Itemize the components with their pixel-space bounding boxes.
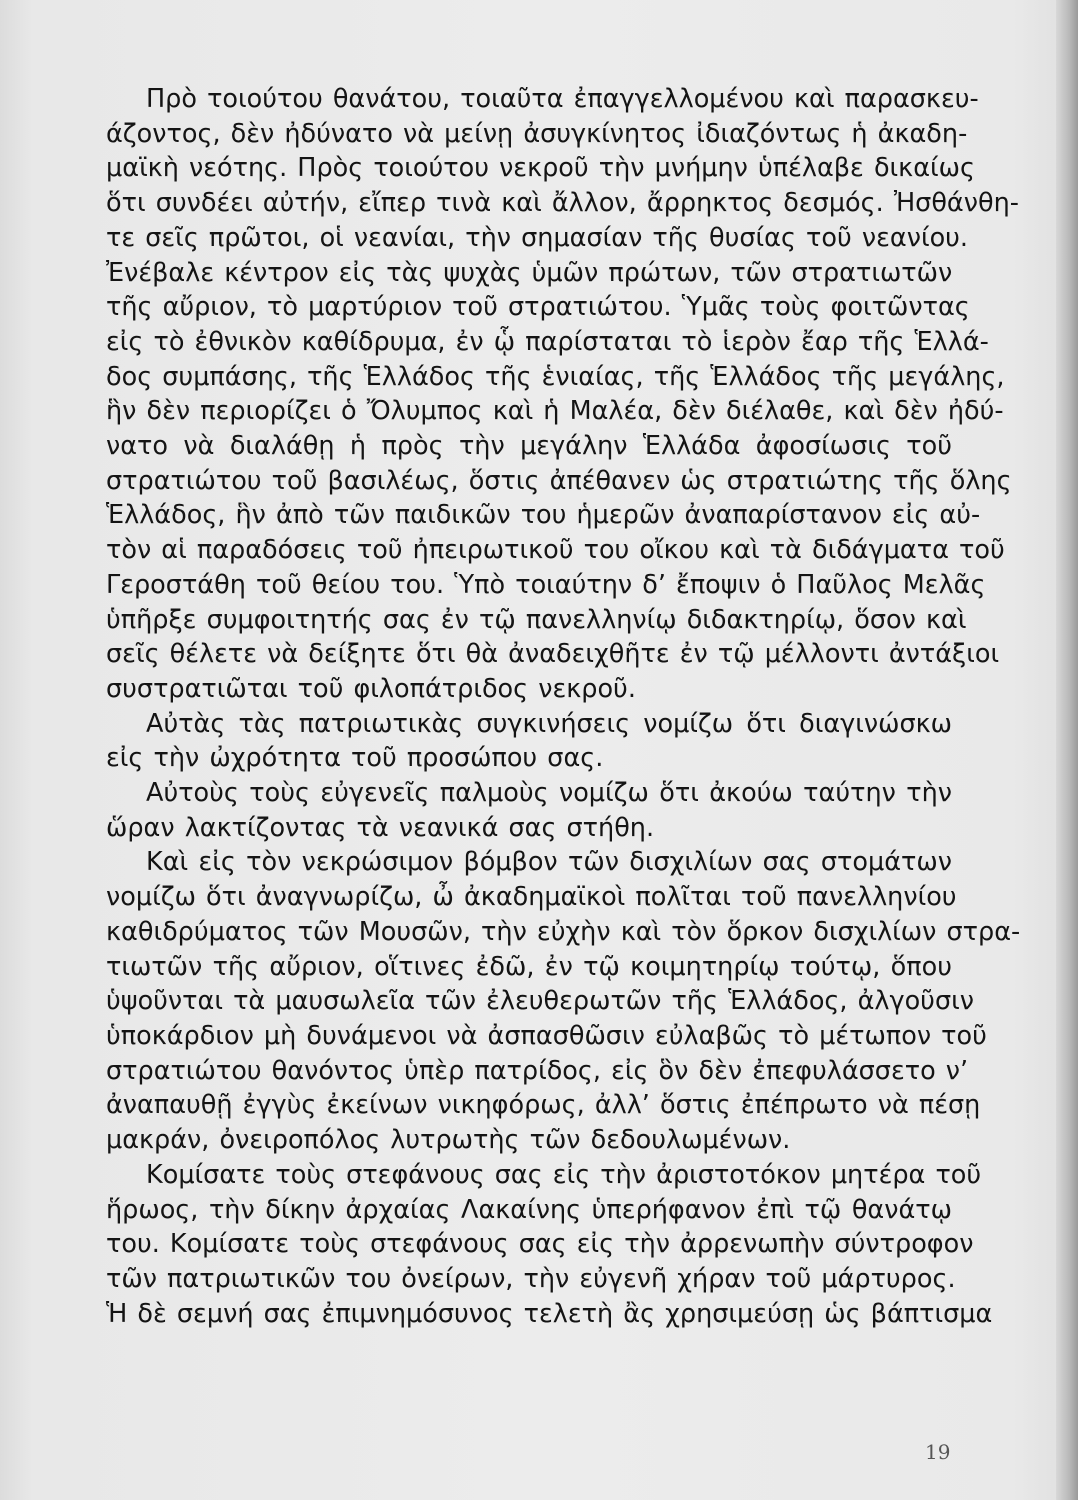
text-line: τῆς αὔριον, τὸ μαρτύριον τοῦ στρατιώτου. Ὑμᾶς τοὺς φοιτῶντας (106, 292, 970, 323)
text-line: του. Κομίσατε τοὺς στεφάνους σας εἰς τὴν ἀρρενωπὴν σύντροφον (106, 1229, 974, 1260)
text-line: ὑπῆρξε συμφοιτητής σας ἐν τῷ πανελληνίῳ διδακτηρίῳ, ὅσον καὶ (106, 604, 967, 635)
text-line: μακράν, ὀνειροπόλος λυτρωτὴς τῶν δεδουλωμένων. (106, 1125, 791, 1156)
text-line: καθιδρύματος τῶν Μουσῶν, τὴν εὐχὴν καὶ τὸν ὅρκον δισχιλίων στρα- (106, 916, 1021, 947)
body-text (106, 82, 1021, 1331)
text-line: ὥραν λακτίζοντας τὰ νεανικά σας στήθη. (106, 812, 655, 843)
text-line: Γεροστάθη τοῦ θείου του. Ὑπὸ τοιαύτην δ’ ἔποψιν ὁ Παῦλος Μελᾶς (106, 569, 986, 600)
text-line: νομίζω ὅτι ἀναγνωρίζω, ὦ ἀκαδημαϊκοὶ πολῖται τοῦ πανελληνίου (106, 882, 957, 913)
text-line: Κομίσατε τοὺς στεφάνους σας εἰς τὴν ἀριστοτόκον μητέρα τοῦ (146, 1159, 982, 1190)
text-line: δος συμπάσης, τῆς Ἑλλάδος τῆς ἑνιαίας, τῆς Ἑλλάδος τῆς μεγάλης, (106, 361, 1005, 392)
paragraph (106, 776, 952, 845)
text-line: Καὶ εἰς τὸν νεκρώσιμον βόμβον τῶν δισχιλίων σας στομάτων (146, 847, 952, 878)
page-edge (1056, 0, 1078, 1500)
text-line: τιωτῶν τῆς αὔριον, οἵτινες ἐδῶ, ἐν τῷ κοιμητηρίῳ τούτῳ, ὅπου (106, 951, 952, 982)
text-line: τε σεῖς πρῶτοι, οἱ νεανίαι, τὴν σημασίαν τῆς θυσίας τοῦ νεανίου. (106, 222, 969, 253)
text-line: εἰς τὴν ὠχρότητα τοῦ προσώπου σας. (106, 743, 604, 774)
text-line: Αὐτοὺς τοὺς εὐγενεῖς παλμοὺς νομίζω ὅτι ἀκούω ταύτην τὴν (146, 778, 952, 809)
paragraph (106, 845, 1021, 1157)
text-line: Ἡ δὲ σεμνή σας ἐπιμνημόσυνος τελετὴ ἂς χρησιμεύσῃ ὡς βάπτισμα (106, 1298, 993, 1329)
text-line: ὅτι συνδέει αὐτήν, εἴπερ τινὰ καὶ ἄλλον, ἄρρηκτος δεσμός. Ἠσθάνθη- (106, 188, 1019, 219)
text-line: στρατιώτου τοῦ βασιλέως, ὅστις ἀπέθανεν ὡς στρατιώτης τῆς ὅλης (106, 465, 1012, 496)
text-line: ὑποκάρδιον μὴ δυνάμενοι νὰ ἀσπασθῶσιν εὐλαβῶς τὸ μέτωπον τοῦ (106, 1020, 987, 1051)
text-line: ἀναπαυθῇ ἐγγὺς ἐκείνων νικηφόρως, ἀλλ’ ὅστις ἐπέπρωτο νὰ πέσῃ (106, 1090, 981, 1121)
text-line: Ἐνέβαλε κέντρον εἰς τὰς ψυχὰς ὑμῶν πρώτων, τῶν στρατιωτῶν (106, 257, 953, 288)
paragraph (106, 707, 952, 776)
text-line: Πρὸ τοιούτου θανάτου, τοιαῦτα ἐπαγγελλομένου καὶ παρασκευ- (146, 84, 979, 114)
text-line: εἰς τὸ ἐθνικὸν καθίδρυμα, ἐν ᾧ παρίσταται τὸ ἱερὸν ἔαρ τῆς Ἑλλά- (106, 326, 989, 357)
text-line: ὑψοῦνται τὰ μαυσωλεῖα τῶν ἐλευθερωτῶν τῆς Ἑλλάδος, ἀλγοῦσιν (106, 986, 974, 1017)
text-line: Αὐτὰς τὰς πατριωτικὰς συγκινήσεις νομίζω ὅτι διαγινώσκω (146, 708, 952, 739)
paragraph (106, 82, 1019, 707)
paragraph (106, 1158, 993, 1332)
text-line: συστρατιῶται τοῦ φιλοπάτριδος νεκροῦ. (106, 673, 636, 704)
text-line: στρατιώτου θανόντος ὑπὲρ πατρίδος, εἰς ὃν δὲν ἐπεφυλάσσετο ν’ (106, 1055, 969, 1086)
text-line: ἥρωος, τὴν δίκην ἀρχαίας Λακαίνης ὑπερήφανον ἐπὶ τῷ θανάτῳ (106, 1194, 952, 1225)
page-number: 19 (925, 1440, 951, 1464)
text-line: μαϊκὴ νεότης. Πρὸς τοιούτου νεκροῦ τὴν μνήμην ὑπέλαβε δικαίως (106, 153, 975, 184)
text-line: Ἑλλάδος, ἣν ἀπὸ τῶν παιδικῶν του ἡμερῶν ἀναπαρίστανον εἰς αὐ- (106, 500, 981, 531)
text-line: άζοντος, δὲν ἠδύνατο νὰ μείνῃ ἀσυγκίνητος ἰδιαζόντως ἡ ἀκαδη- (106, 118, 968, 149)
text-line: νατο νὰ διαλάθῃ ἡ πρὸς τὴν μεγάλην Ἑλλάδα ἀφοσίωσις τοῦ (106, 431, 952, 462)
text-line: τῶν πατριωτικῶν του ὀνείρων, τὴν εὐγενῆ χήραν τοῦ μάρτυρος. (106, 1263, 956, 1294)
text-line: τὸν αἱ παραδόσεις τοῦ ἠπειρωτικοῦ του οἴκου καὶ τὰ διδάγματα τοῦ (106, 535, 1005, 566)
text-line: ἣν δὲν περιορίζει ὁ Ὄλυμπος καὶ ἡ Μαλέα, δὲν διέλαθε, καὶ δὲν ἠδύ- (106, 396, 1004, 427)
text-line: σεῖς θέλετε νὰ δείξητε ὅτι θὰ ἀναδειχθῆτε ἐν τῷ μέλλοντι ἀντάξιοι (106, 639, 1000, 670)
